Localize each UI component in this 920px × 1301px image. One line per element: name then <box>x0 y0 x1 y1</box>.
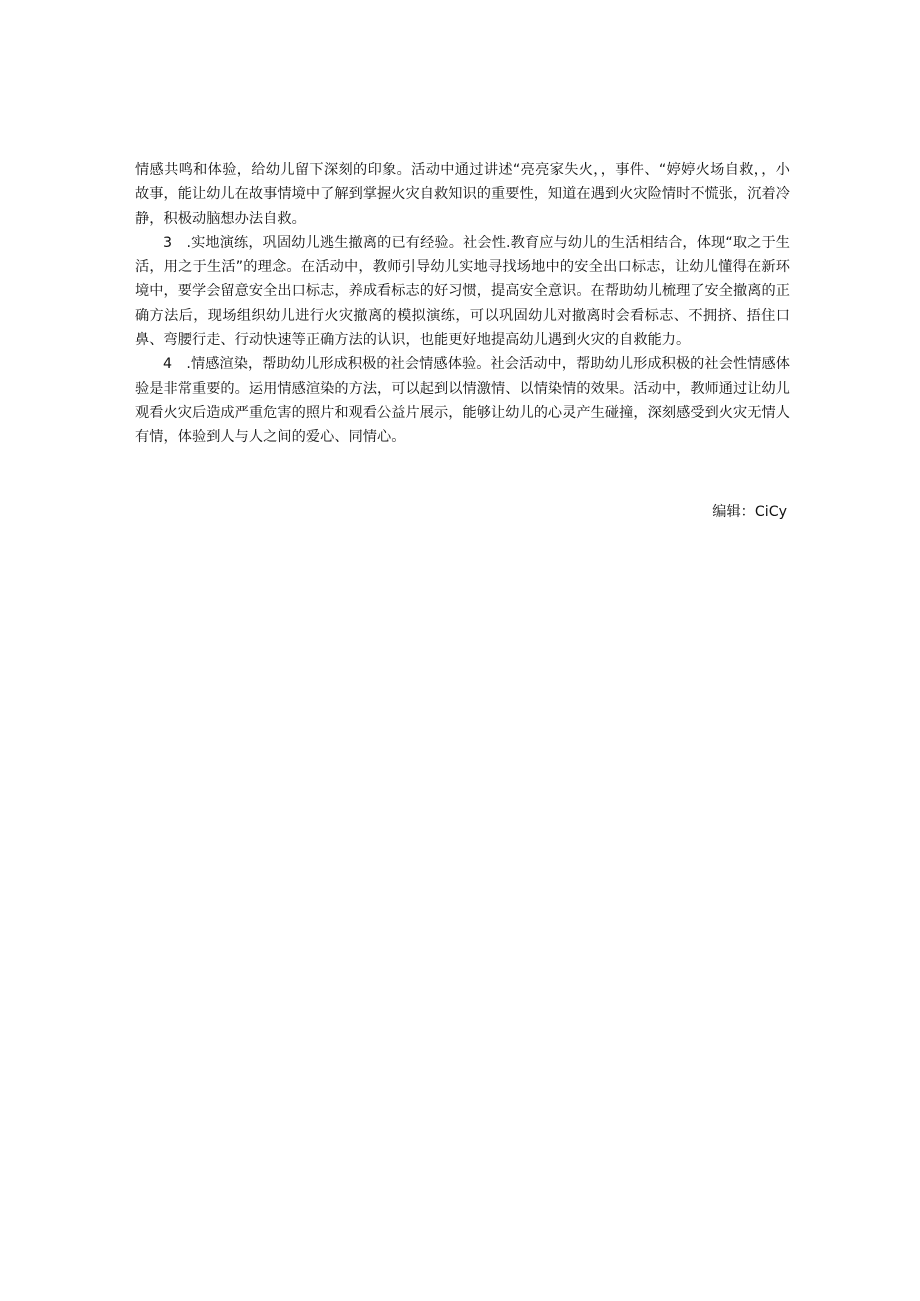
paragraph-item-3: 3 .实地演练，巩固幼儿逃生撤离的已有经验。社会性.教育应与幼儿的生活相结合，体现“取之于生活，用之于生活”的理念。在活动中，教师引导幼儿实地寻找场地中的安全出口标志，让幼儿懂得在新环境中，要学会留意安全出口标志，养成看标志的好习惯，提高安全意识。在帮助幼儿梳理了安全撤离的正确方法后，现场组织幼儿进行火灾撤离的模拟演练，可以巩固幼儿对撤离时会看标志、不拥挤、捂住口鼻、弯腰行走、行动快速等正确方法的认识，也能更好地提高幼儿遇到火灾的自救能力。 <box>135 234 790 349</box>
document-body <box>135 158 790 450</box>
paragraph-continued: 情感共鸣和体验，给幼儿留下深刻的印象。活动中通过讲述“亮亮家失火，，事件、“婷婷火场自救，，小故事，能让幼儿在故事情境中了解到掌握火灾自救知识的重要性，知道在遇到火灾险情时不慌张，沉着冷静，积极动脑想办法自救。 <box>135 162 790 227</box>
editor-credit: 编辑：CiCy <box>712 504 787 520</box>
paragraph-item-4: 4 .情感渲染，帮助幼儿形成积极的社会情感体验。社会活动中，帮助幼儿形成积极的社会性情感体验是非常重要的。运用情感渲染的方法，可以起到以情激情、以情染情的效果。活动中，教师通过让幼儿观看火灾后造成严重危害的照片和观看公益片展示，能够让幼儿的心灵产生碰撞，深刻感受到火灾无情人有情，体验到人与人之间的爱心、同情心。 <box>135 356 790 446</box>
